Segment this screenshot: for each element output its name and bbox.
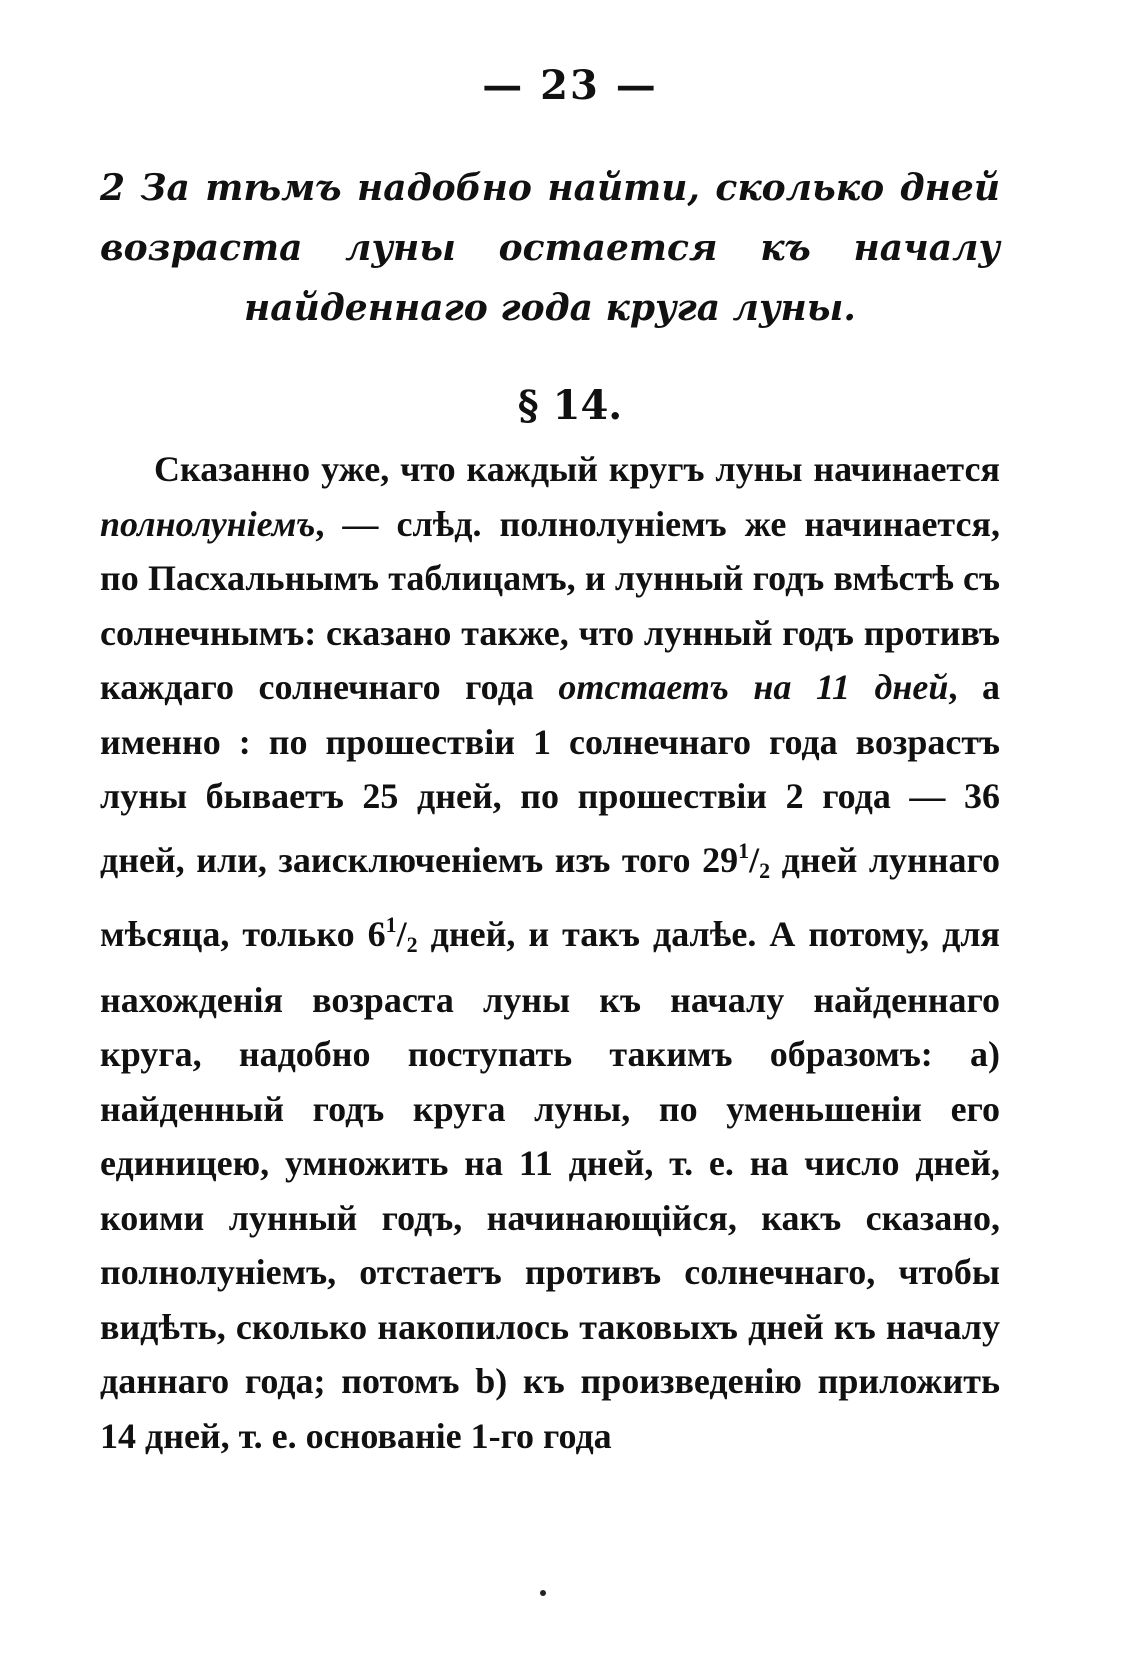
page-number: — 23 —	[482, 62, 658, 109]
fraction-6-half: $6^1/_2$	[367, 912, 418, 957]
text-run-3: , а именно : по прошествіи 1 солнечнаго года возрастъ луны бываетъ 25 дней, по прошествіи 2 года — 36 дней, или, заисключеніемъ изъ того	[100, 667, 1001, 880]
text-run-2: , — слѣд. полнолуніемъ же начинается, по Пасхальнымъ таблицамъ, и лунный годъ вмѣстѣ съ солнечнымъ: сказано также, что лунный годъ противъ каждаго солнечнаго года	[100, 503, 1000, 707]
text-run-1: Сказанно уже, что каждый кругъ луны начинается	[154, 449, 1000, 489]
italic-term-full-moon: полнолуніемъ	[100, 503, 316, 544]
section-number: § 14.	[517, 382, 623, 429]
footer-dot-mark	[540, 1590, 546, 1596]
body-paragraph	[100, 442, 1000, 1463]
text-run-4: дней луннаго мѣсяца, только	[100, 839, 1000, 954]
text-run-5: дней, и такъ далѣе. А потому, для нахожденія возраста луны къ началу найденнаго круга, надобно поступать такимъ образомъ: а) найденный годъ круга луны, по уменьшеніи его единицею, умножить на 11 дней, т. е. на число дней, коими лунный годъ, начинающійся, какъ сказано, полнолуніемъ, отстаетъ противъ солнечнаго, чтобы видѣть, сколько накопилось таковыхъ дней къ началу даннаго года; потомъ b) къ произведенію приложить 14 дней, т. е. основаніе 1-го года	[100, 914, 1001, 1456]
section-heading: 2 За тѣмъ надобно найти, сколько дней возраста луны остается къ началу найденнаго года круга луны.	[100, 167, 1000, 329]
fraction-29-half: $29^1/_2$	[702, 837, 771, 883]
italic-term-lags-11-days: отстаетъ на 11 дней	[558, 667, 949, 707]
